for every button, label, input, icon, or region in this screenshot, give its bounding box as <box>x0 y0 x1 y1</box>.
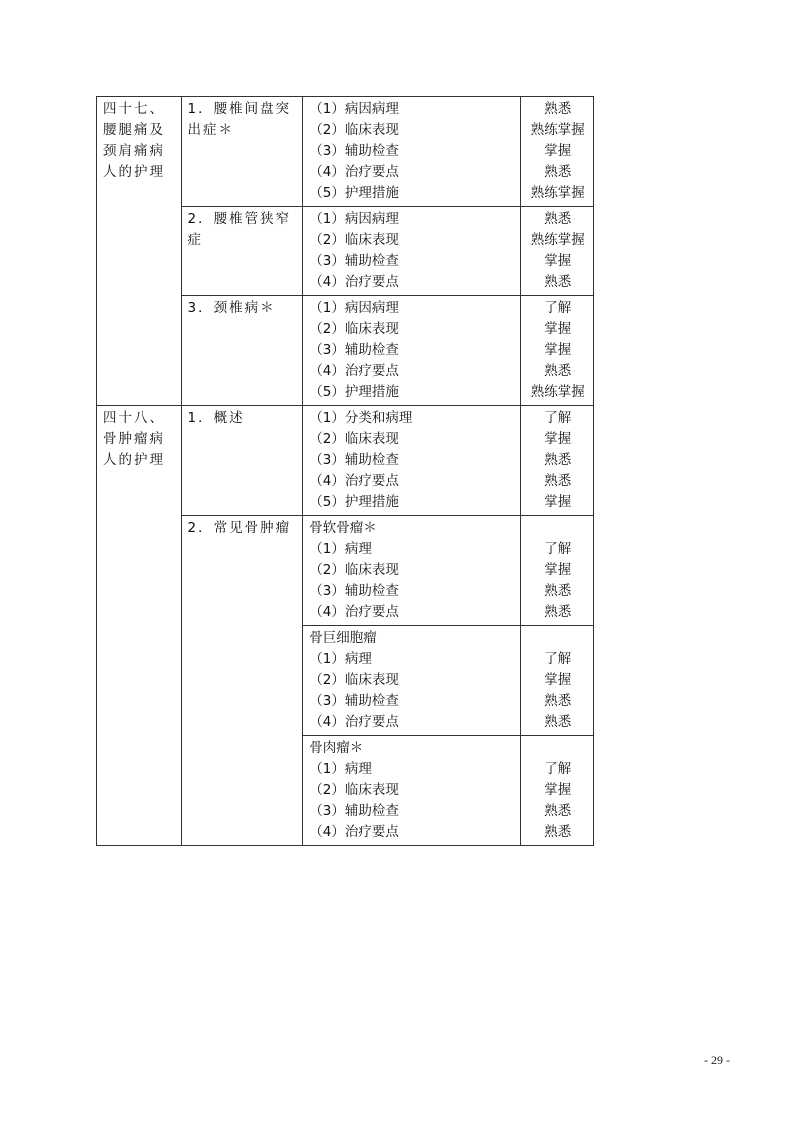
syllabus-table <box>96 96 594 846</box>
content-item: （2）临床表现 <box>309 122 399 138</box>
content-cell <box>303 296 520 406</box>
content-item: （2）临床表现 <box>309 782 399 798</box>
table-row <box>97 406 594 516</box>
content-item: （1）病因病理 <box>309 300 399 316</box>
level-item: 掌握 <box>544 782 572 798</box>
group-heading: 骨肉瘤＊ <box>309 740 364 756</box>
level-cell <box>520 516 593 626</box>
group-heading: 骨巨细胞瘤 <box>309 630 377 646</box>
content-item: （2）临床表现 <box>309 431 399 447</box>
content-item: （1）病理 <box>309 541 372 557</box>
content-cell <box>303 97 520 207</box>
group-heading: 骨软骨瘤＊ <box>309 520 377 536</box>
content-item: （4）治疗要点 <box>309 824 399 840</box>
content-item: （1）病理 <box>309 761 372 777</box>
topic-title: 1．腰椎间盘突出症＊ <box>187 101 292 138</box>
level-item: 熟悉 <box>544 824 572 840</box>
level-item: 熟练掌握 <box>530 232 585 248</box>
content-cell <box>303 736 520 846</box>
level-item: 了解 <box>544 410 572 426</box>
content-item: （3）辅助检查 <box>309 583 399 599</box>
topic-cell <box>181 516 303 846</box>
level-item: 熟悉 <box>544 693 572 709</box>
content-item: （5）护理措施 <box>309 494 399 510</box>
content-item: （4）治疗要点 <box>309 473 399 489</box>
level-item: 了解 <box>544 651 572 667</box>
content-item: （4）治疗要点 <box>309 363 399 379</box>
topic-title: 3．颈椎病＊ <box>187 300 276 316</box>
level-item: 熟悉 <box>544 583 572 599</box>
level-cell <box>520 207 593 296</box>
content-item: （2）临床表现 <box>309 562 399 578</box>
level-cell <box>520 97 593 207</box>
content-item: （1）病理 <box>309 651 372 667</box>
topic-cell <box>181 97 303 207</box>
level-item: 熟悉 <box>544 452 572 468</box>
content-item: （2）临床表现 <box>309 321 399 337</box>
content-item: （1）病因病理 <box>309 101 399 117</box>
level-spacer <box>527 738 589 759</box>
content-item: （3）辅助检查 <box>309 342 399 358</box>
topic-cell <box>181 406 303 516</box>
level-item: 熟悉 <box>544 274 572 290</box>
page-number: - 29 - <box>704 1053 730 1067</box>
content-item: （3）辅助检查 <box>309 803 399 819</box>
content-item: （4）治疗要点 <box>309 714 399 730</box>
content-item: （2）临床表现 <box>309 672 399 688</box>
content-item: （3）辅助检查 <box>309 452 399 468</box>
content-item: （3）辅助检查 <box>309 253 399 269</box>
level-item: 掌握 <box>544 672 572 688</box>
content-item: （4）治疗要点 <box>309 604 399 620</box>
level-cell <box>520 406 593 516</box>
level-item: 掌握 <box>544 342 572 358</box>
level-item: 熟悉 <box>544 101 572 117</box>
topic-cell <box>181 207 303 296</box>
level-item: 熟练掌握 <box>530 122 585 138</box>
level-item: 熟悉 <box>544 363 572 379</box>
level-item: 掌握 <box>544 253 572 269</box>
level-item: 熟练掌握 <box>530 185 585 201</box>
content-item: （4）治疗要点 <box>309 164 399 180</box>
content-item: （5）护理措施 <box>309 185 399 201</box>
level-cell <box>520 626 593 736</box>
level-spacer <box>527 628 589 649</box>
level-spacer <box>527 518 589 539</box>
level-item: 熟悉 <box>544 714 572 730</box>
content-cell <box>303 207 520 296</box>
content-item: （5）护理措施 <box>309 384 399 400</box>
level-item: 熟悉 <box>544 604 572 620</box>
level-item: 掌握 <box>544 321 572 337</box>
topic-title: 2．腰椎管狭窄症 <box>187 211 292 248</box>
unit-title: 四十七、腰腿痛及颈肩痛病人的护理 <box>103 101 165 180</box>
level-item: 熟悉 <box>544 211 572 227</box>
content-item: （3）辅助检查 <box>309 693 399 709</box>
content-cell <box>303 516 520 626</box>
level-item: 熟悉 <box>544 164 572 180</box>
level-item: 掌握 <box>544 143 572 159</box>
content-item: （4）治疗要点 <box>309 274 399 290</box>
content-item: （3）辅助检查 <box>309 143 399 159</box>
content-item: （2）临床表现 <box>309 232 399 248</box>
topic-title: 1．概述 <box>187 410 245 426</box>
content-item: （1）分类和病理 <box>309 410 413 426</box>
level-item: 熟悉 <box>544 803 572 819</box>
content-cell <box>303 626 520 736</box>
level-item: 掌握 <box>544 431 572 447</box>
level-cell <box>520 736 593 846</box>
table-row <box>97 97 594 207</box>
level-item: 了解 <box>544 300 572 316</box>
level-item: 了解 <box>544 541 572 557</box>
level-item: 掌握 <box>544 562 572 578</box>
content-cell <box>303 406 520 516</box>
level-item: 掌握 <box>544 494 572 510</box>
level-item: 了解 <box>544 761 572 777</box>
topic-cell <box>181 296 303 406</box>
level-cell <box>520 296 593 406</box>
level-item: 熟练掌握 <box>530 384 585 400</box>
unit-cell <box>97 97 182 406</box>
topic-title: 2．常见骨肿瘤 <box>187 520 292 536</box>
content-item: （1）病因病理 <box>309 211 399 227</box>
unit-cell <box>97 406 182 846</box>
level-item: 熟悉 <box>544 473 572 489</box>
unit-title: 四十八、骨肿瘤病人的护理 <box>103 410 165 468</box>
